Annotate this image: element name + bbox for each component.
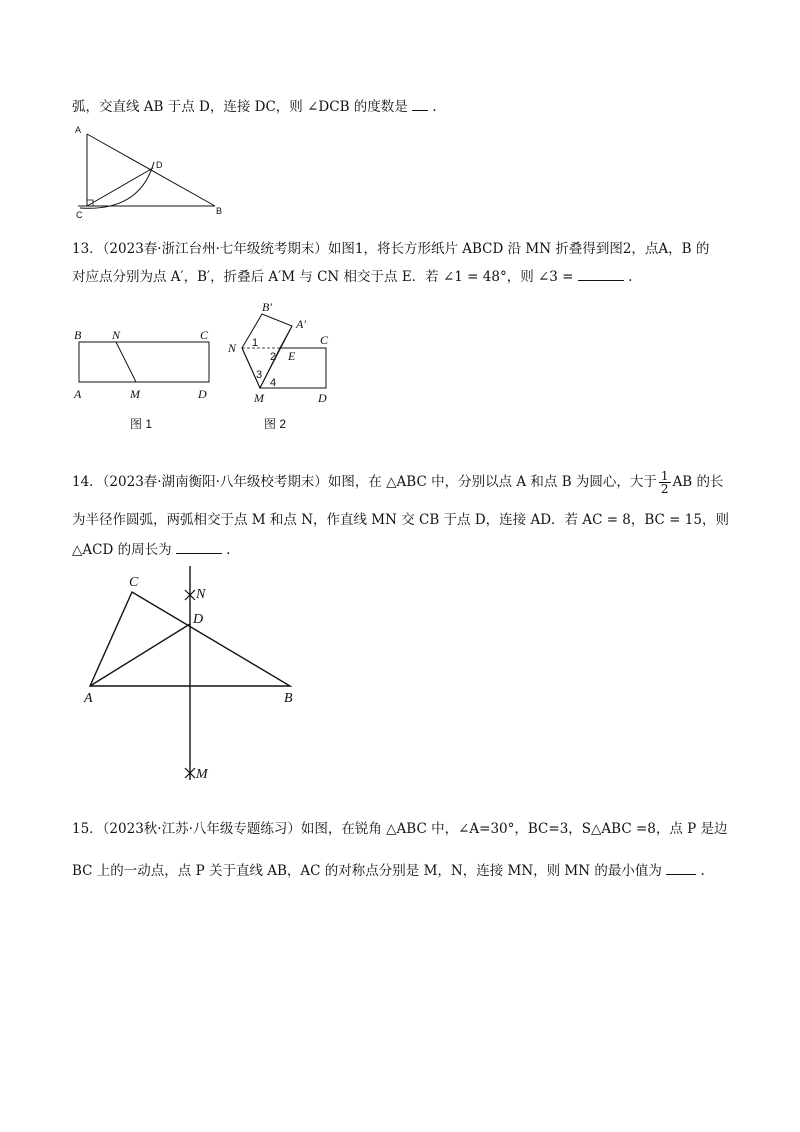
q14-fraction [659, 470, 671, 495]
q13-fig2-label-aprime: A′ [296, 317, 306, 331]
q14-label-n: N [196, 587, 206, 602]
q13-fig2-label-d: D [318, 391, 327, 405]
q13-end: . [628, 269, 633, 285]
q13-line2: 对应点分别为点 A′，B′，折叠后 A′M 与 CN 相交于点 E．若 ∠1 = 48°，则 ∠3 = [72, 269, 574, 285]
q15-line2: BC 上的一动点，点 P 关于直线 AB，AC 的对称点分别是 M，N，连接 MN，则 MN 的最小值为 [72, 863, 662, 879]
q14-line1a: 14．（2023春·湖南衡阳·八年级校考期末）如图，在 △ABC 中，分别以点 A 和点 B 为圆心，大于 [72, 474, 657, 490]
q14-label-d: D [193, 612, 204, 627]
q12-text-line [72, 98, 437, 116]
q13-fig1-label-a: A [74, 387, 82, 401]
q13-figure-1 [70, 322, 220, 432]
q12-label-a: A [75, 125, 82, 135]
q15-line1: 15．（2023秋·江苏·八年级专题练习）如图，在锐角 △ABC 中，∠A=30°，BC=3，S△ABC =8，点 P 是边 [72, 821, 728, 837]
q13-fig1-caption: 图 1 [130, 417, 153, 431]
q13-text-line-2 [72, 268, 632, 286]
q13-text-line-1 [72, 240, 709, 258]
q12-answer-blank [412, 98, 428, 111]
q14-line1b: AB 的长 [672, 474, 724, 490]
q14-label-a: A [84, 691, 93, 706]
q13-fig1-label-b: B [74, 328, 82, 342]
q13-fig2-label-e: E [288, 349, 296, 363]
q14-line3: △ACD 的周长为 [72, 542, 172, 558]
q14-frac-numerator: 1 [660, 469, 669, 483]
q13-fig2-label-c: C [320, 333, 329, 347]
q13-fig2-label-bprime: B′ [262, 300, 272, 314]
q13-fig2-caption: 图 2 [264, 417, 287, 431]
q15-answer-blank [666, 862, 696, 875]
q12-line1: 弧，交直线 AB 于点 D，连接 DC，则 ∠DCB 的度数是 [72, 99, 408, 115]
q14-answer-blank [176, 541, 222, 554]
q13-answer-blank [578, 268, 624, 281]
q12-end: . [432, 99, 437, 115]
q13-fig2-angle-3: 3 [256, 369, 263, 381]
q13-fig2-angle-2: 2 [270, 351, 277, 363]
q15-text-line-2 [72, 862, 705, 880]
q13-fig2-angle-4: 4 [270, 377, 277, 389]
q13-fig1-label-m: M [130, 387, 140, 401]
q14-label-m: M [196, 767, 208, 782]
q12-figure [70, 122, 240, 222]
q13-fig1-label-c: C [200, 328, 209, 342]
q13-line1: 13．（2023春·浙江台州·七年级统考期末）如图1，将长方形纸片 ABCD 沿 MN 折叠得到图2，点A，B 的 [72, 241, 710, 257]
q15-text-line-1 [72, 820, 728, 838]
q13-fig2-angle-1: 1 [252, 337, 259, 349]
q14-text-line-1 [72, 470, 724, 495]
q14-line2: 为半径作圆弧，两弧相交于点 M 和点 N，作直线 MN 交 CB 于点 D，连接 AD．若 AC = 8，BC = 15，则 [72, 512, 729, 528]
q14-label-c: C [129, 575, 139, 590]
q12-label-d: D [156, 160, 163, 170]
q13-fig2-label-n: N [228, 341, 237, 355]
q12-label-c: C [76, 210, 83, 220]
q13-figure-2 [222, 296, 342, 436]
q14-end: . [226, 542, 231, 558]
q14-text-line-3 [72, 541, 230, 559]
q14-frac-denominator: 2 [660, 482, 669, 496]
q13-fig1-label-n: N [112, 328, 121, 342]
q14-label-b: B [284, 691, 293, 706]
q13-fig1-label-d: D [198, 387, 207, 401]
q13-fig2-label-m: M [254, 391, 264, 405]
q14-text-line-2 [72, 511, 729, 529]
q15-end: . [700, 863, 705, 879]
q14-figure [80, 566, 310, 790]
q12-label-b: B [216, 206, 223, 216]
